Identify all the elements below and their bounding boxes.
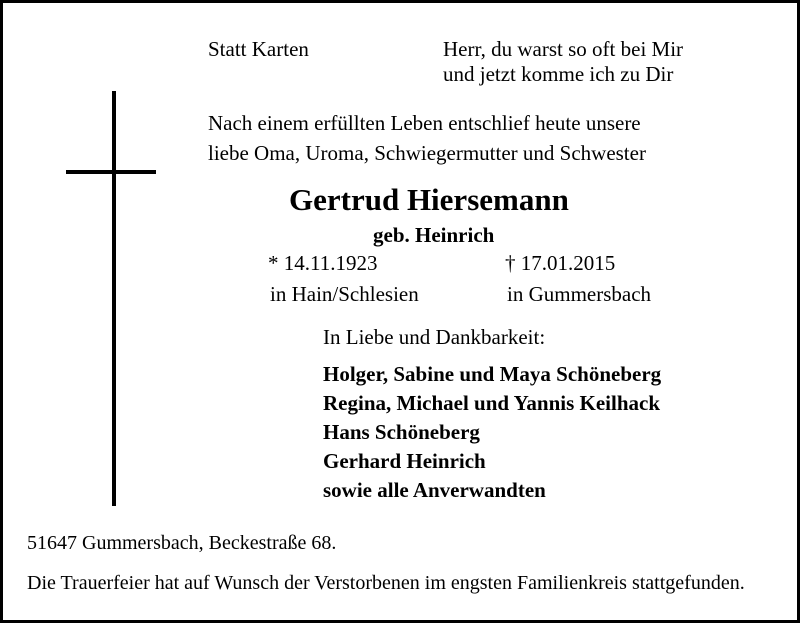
birth-place: in Hain/Schlesien	[270, 282, 419, 306]
statt-karten-label: Statt Karten	[208, 37, 309, 61]
mourner-name: Regina, Michael und Yannis Keilhack	[323, 391, 661, 415]
mourner-name: sowie alle Anverwandten	[323, 478, 546, 502]
verse-line-1: Herr, du warst so oft bei Mir	[443, 37, 684, 61]
deceased-name: Gertrud Hiersemann	[289, 182, 569, 217]
mourner-name: Holger, Sabine und Maya Schöneberg	[323, 362, 662, 386]
address: 51647 Gummersbach, Beckestraße 68.	[27, 532, 337, 554]
mourners-heading: In Liebe und Dankbarkeit:	[323, 325, 546, 349]
mourner-name: Gerhard Heinrich	[323, 449, 486, 473]
cross-icon-vertical-bar	[112, 91, 116, 506]
birth-date: * 14.11.1923	[268, 251, 378, 275]
ceremony-note: Die Trauerfeier hat auf Wunsch der Verstorbenen im engsten Familienkreis stattgefunden.	[27, 572, 745, 594]
mourner-name: Hans Schöneberg	[323, 420, 480, 444]
cross-icon-horizontal-bar	[66, 170, 156, 174]
death-place: in Gummersbach	[507, 282, 652, 306]
intro-line-2: liebe Oma, Uroma, Schwiegermutter und Schwester	[208, 141, 646, 165]
intro-line-1: Nach einem erfüllten Leben entschlief heute unsere	[208, 111, 641, 135]
birth-name: geb. Heinrich	[373, 223, 495, 247]
verse-line-2: und jetzt komme ich zu Dir	[443, 62, 674, 86]
death-date: † 17.01.2015	[505, 251, 616, 275]
